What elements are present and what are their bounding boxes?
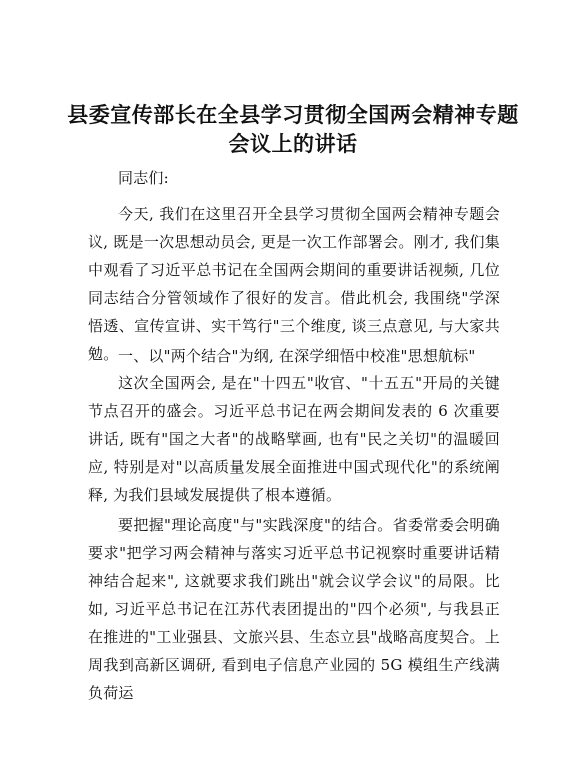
salutation: 同志们: <box>118 169 169 187</box>
document-title: 县委宣传部长在全县学习贯彻全国两会精神专题会议上的讲话 <box>67 102 519 156</box>
paragraph-context: 这次全国两会, 是在"十四五"收官、"十五五"开局的关键节点召开的盛会。习近平总书记在两会期间发表的 6 次重要讲话, 既有"国之大者"的战略擘画, 也有"民之关切"的温暖回应, 特别是对"以高质量发展全面推进中国式现代化"的系统阐释, 为我们县域发展提供了根本遵循。 <box>88 374 500 504</box>
paragraph-opening: 今天, 我们在这里召开全县学习贯彻全国两会精神专题会议, 既是一次思想动员会, 更是一次工作部署会。刚才, 我们集中观看了习近平总书记在全国两会期间的重要讲话视频, 几位同志结合分管领域作了很好的发言。借此机会, 我围绕"学深悟透、宣传宣讲、实干笃行"三个维度, 谈三点意见, 与大家共勉。 <box>88 205 500 363</box>
paragraph-combination: 要把握"理论高度"与"实践深度"的结合。省委常委会明确要求"把学习两会精神与落实习近平总书记视察时重要讲话精神结合起来", 这就要求我们跳出"就会议学会议"的局限。比如, 习近平总书记在江苏代表团提出的"四个必须", 与我县正在推进的"工业强县、文旅兴县、生态立县"战略高度契合。上周我到高新区调研, 看到电子信息产业园的 5G 模组生产线满负荷运 <box>88 516 500 702</box>
section-heading-1: 一、以"两个结合"为纲, 在深学细悟中校准"思想航标" <box>118 347 476 365</box>
